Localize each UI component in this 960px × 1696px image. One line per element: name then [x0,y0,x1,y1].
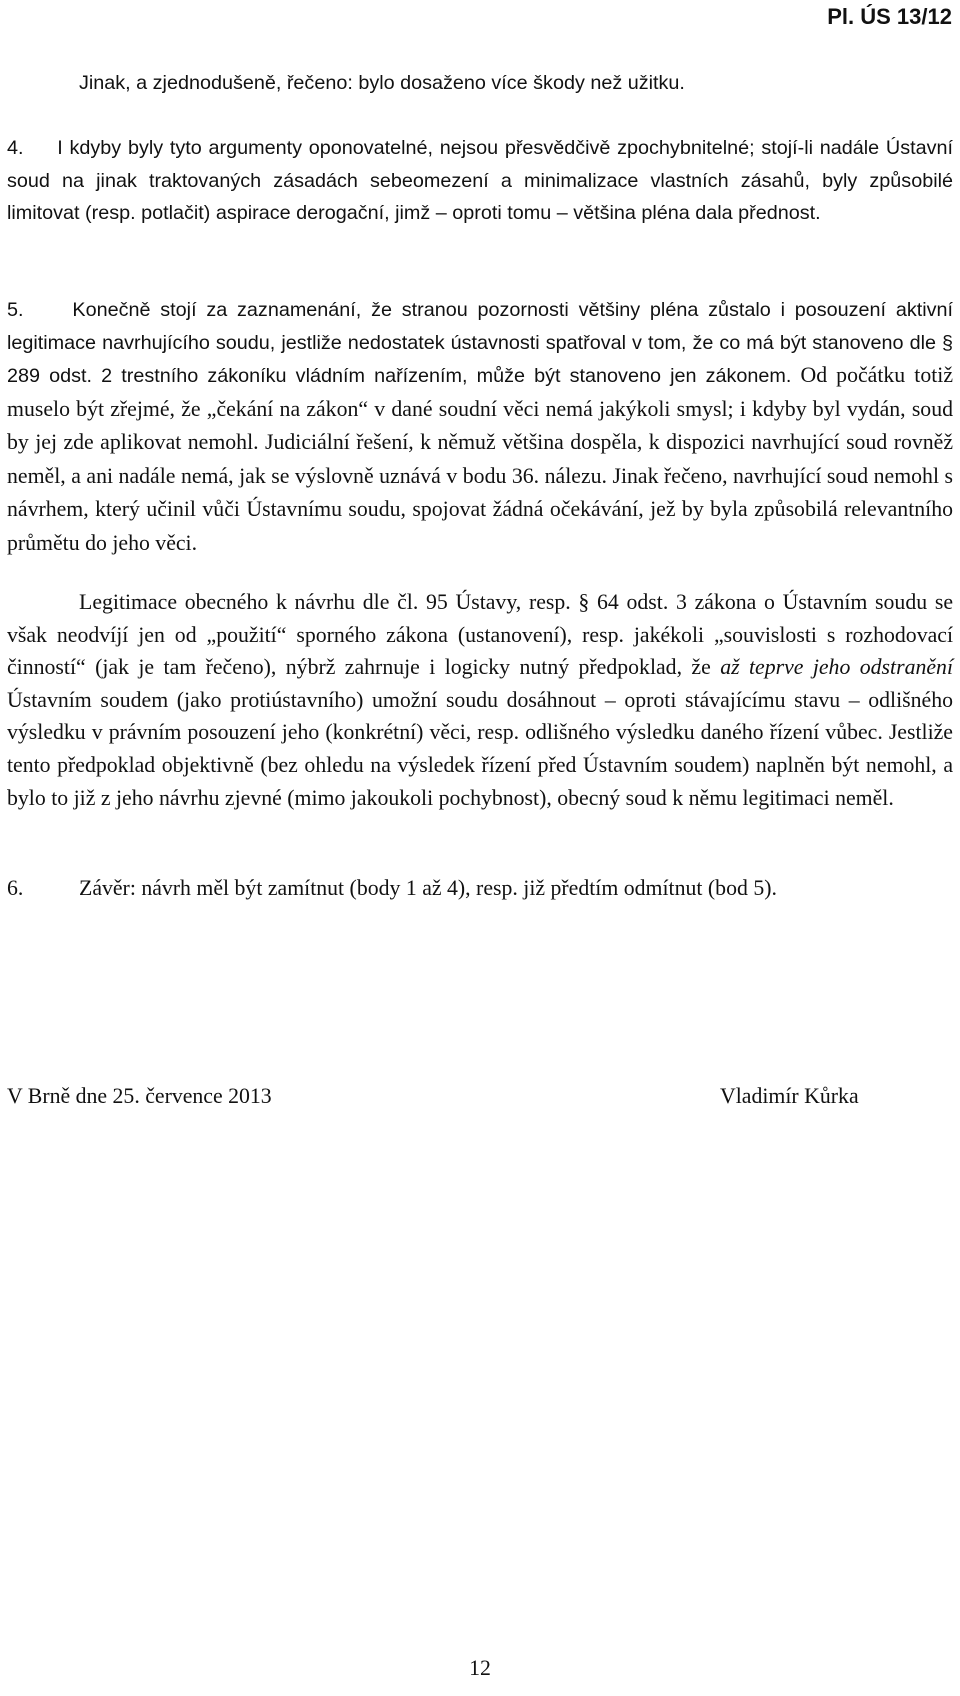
legitimace-italic-phrase: až teprve jeho odstranění [720,655,953,680]
paragraph-6 [7,876,777,901]
paragraph-5-sans-part: 5. Konečně stojí za zaznamenání, že stranou pozornosti většiny pléna zůstalo i posouzení aktivní legitimace navrhujícího soudu, jestliže nedostatek ústavnosti spatřoval v tom, že co má být stanoveno dle § 289 odst. 2 trestního zákoníku vládním nařízením, může být stanoveno jen zákonem. [7,299,953,387]
paragraph-legitimace [7,586,953,814]
signature-name: Vladimír Kůrka [720,1084,859,1108]
intro-line: Jinak, a zjednodušeně, řečeno: bylo dosaženo více škody než užitku. [79,72,685,94]
paragraph-4: 4. I kdyby byly tyto argumenty oponovatelné, nejsou přesvědčivě zpochybnitelné; stojí-li nadále Ústavní soud na jinak traktovaných zásadách sebeomezení a minimalizace vlastních zásahů, byly způsobilé limitovat (resp. potlačit) aspirace derogační, jimž – oproti tomu – většina pléna dala přednost. [7,137,953,224]
legitimace-text-start: Legitimace obecného k návrhu dle čl. 95 Ústavy, resp. § 64 odst. 3 zákona o Ústavním soudu se však neodvíjí jen od „použití“ sporného zákona (ustanovení), resp. jakékoli „souvislosti s rozhodovací činností“ (jak je tam řečeno), nýbrž zahrnuje i logicky nutný předpoklad, že [7,590,953,680]
page-number: 12 [469,1656,491,1680]
legitimace-text-end: Ústavním soudem (jako protiústavního) umožní soudu dosáhnout – oproti stávajícímu stavu – odlišného výsledku v právním posouzení jeho (konkrétní) věci, resp. odlišného výsledku daného řízení vůbec. Jestliže tento předpoklad objektivně (bez ohledu na výsledek řízení před Ústavním soudem) naplněn být nemohl, a bylo to již z jeho návrhu zjevné (mimo jakoukoli pochybnost), obecný soud k němu legitimaci neměl. [7,687,953,810]
paragraph-6-number: 6. [7,876,24,900]
paragraph-5-serif-part: Od počátku totiž muselo být zřejmé, že „čekání na zákon“ v dané soudní věci nemá jakýkoli smysl; i kdyby byl vydán, soud by jej zde aplikovat nemohl. Judiciální řešení, k němuž většina dospěla, k dispozici navrhující soud rovněž neměl, a ani nadále nemá, jak se výslovně uznává v bodu 36. nálezu. Jinak řečeno, navrhující soud nemohl s návrhem, který učinil vůči Ústavnímu soudu, spojovat žádná očekávání, jež by byla způsobilá relevantního průmětu do jeho věci. [7,363,953,555]
paragraph-6-text: Závěr: návrh měl být zamítnut (body 1 až 4), resp. již předtím odmítnut (bod 5). [79,876,777,900]
paragraph-5 [7,294,953,560]
signature-place-date: V Brně dne 25. července 2013 [7,1084,272,1108]
case-reference: Pl. ÚS 13/12 [827,4,952,29]
